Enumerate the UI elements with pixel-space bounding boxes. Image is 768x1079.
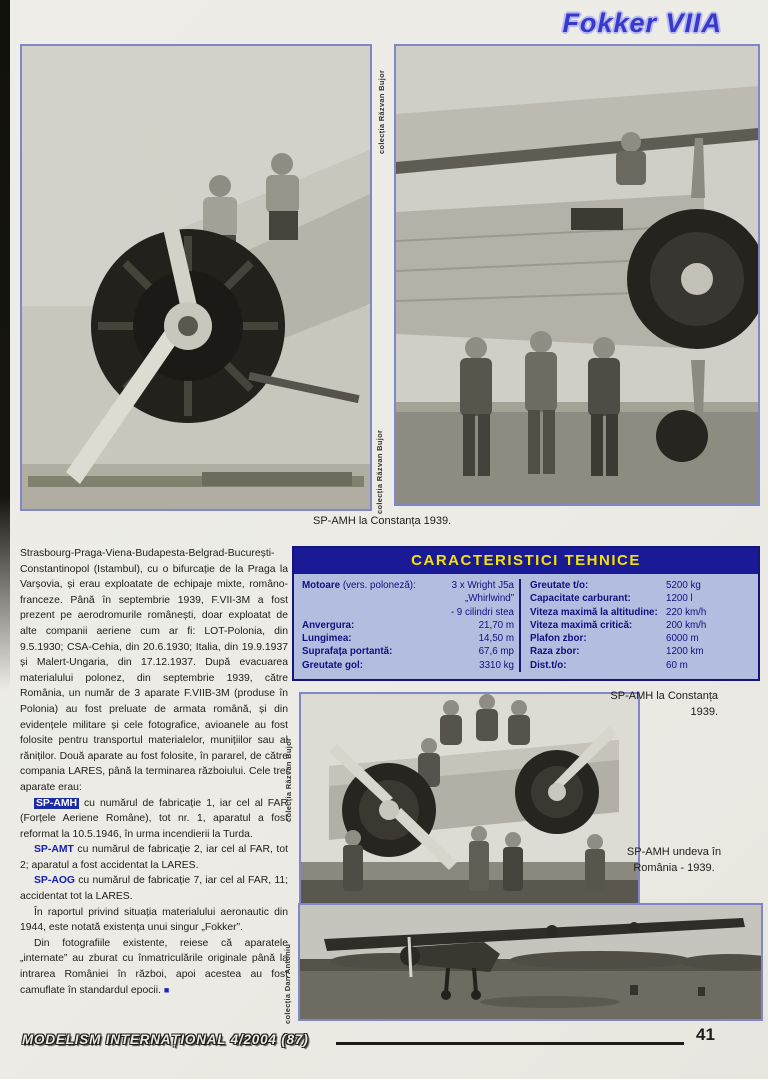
page-number: 41 <box>696 1025 715 1044</box>
spec-value: 67,6 mp <box>478 646 514 658</box>
photo-caption: SP-AMH la Constanța 1939. <box>313 515 452 527</box>
spec-row <box>530 645 752 658</box>
spec-row <box>302 632 514 645</box>
photo-credit: colecția Răzvan Bujor <box>377 69 386 154</box>
spec-label: Greutate gol: <box>302 659 363 671</box>
spec-value: 200 km/h <box>666 619 707 631</box>
spec-row <box>530 632 752 645</box>
specs-left-column <box>302 579 514 672</box>
photo-middle-illustration <box>301 694 638 904</box>
spec-row <box>302 645 514 658</box>
spec-value: 21,70 m <box>478 619 514 631</box>
registration-label: SP-AMT <box>34 844 74 856</box>
footer-divider <box>336 1042 684 1045</box>
spec-row <box>530 606 752 619</box>
end-mark: ■ <box>163 984 170 995</box>
spec-label: Viteza maximă critică: <box>530 619 633 631</box>
specs-right-column <box>524 579 752 672</box>
spec-label: Anvergura: <box>302 619 355 631</box>
spec-row <box>530 592 752 605</box>
photo-credit: colecția Răzvan Bujor <box>375 429 384 514</box>
photo-top-left-illustration <box>22 46 370 509</box>
entry-text: cu numărul de fabricație 2, iar cel al FAR, tot 2; aparatul a fost accidentat la LARES. <box>20 844 288 871</box>
spec-label: Dist.t/o: <box>530 659 567 671</box>
photo-bottom-illustration <box>300 905 761 1019</box>
spec-row <box>302 579 514 619</box>
photo-middle-crew <box>299 692 640 906</box>
aircraft-entry <box>20 796 288 843</box>
spec-label: Suprafața portantă: <box>302 646 393 658</box>
spec-label: Motoare (vers. poloneză): <box>302 580 416 591</box>
photo-caption: SP-AMH undeva în România - 1939. <box>626 846 722 874</box>
spec-label: Viteza maximă la altitudine: <box>530 606 658 618</box>
spec-value: 6000 m <box>666 633 699 645</box>
aircraft-entry <box>20 842 288 873</box>
aircraft-entry <box>20 873 288 904</box>
specs-column-divider <box>519 579 521 672</box>
page-edge-shadow <box>0 0 10 690</box>
spec-label: Capacitate carburant: <box>530 593 631 605</box>
spec-value: 60 m <box>666 659 688 671</box>
entry-text: cu numărul de fabricație 1, iar cel al FAR (Forțele Aeriene Române), tot nr. 1, aparatul a fost reformat la 10.5.1946, în urma incendierii la Turda. <box>20 797 288 840</box>
spec-label: Plafon zbor: <box>530 633 587 645</box>
photo-caption: SP-AMH la Constanța 1939. <box>610 690 718 718</box>
magazine-footer: MODELISM INTERNAȚIONAL 4/2004 (87) <box>22 1032 309 1047</box>
article-intro-paragraph: Strasbourg-Praga-Viena-Budapesta-Belgrad-București-Constantinopol (Istambul), cu o bifurcație de la Praga la Varșovia, și erau exploatate de echipaje mixte, româno-franceze. Până în septembrie 1939, F.VII-3M a fost prezent pe aerodromurile românești, doar exploatat de alte companii aeriene cum ar fi: LOT-Polonia, din 9.5.1930; CSA-Cehia, din 20.6.1930; Italia, din 19.9.1937 și Malert-Ungaria, din 17.12.1937. După evacuarea materialului polonez, din septembrie 1939, către România, un număr de 3 aparate F.VIIB-3M (produse în Polonia) au fost preluate de armata română, și din evidențele militare și cele fotografice, avioanele au fost folosite pentru transportul materialelor, munițiilor sau al răniților. Două aparate au fost folosite, în pararel, de către compania LARES, până la terminarea războiului. Cele trei aparate erau: <box>20 548 288 793</box>
specs-table-title: CARACTERISTICI TEHNICE <box>294 548 758 574</box>
closing-text: Din fotografiile existente, reiese că aparatele „internate” au zburat cu înmatriculările originale până la intrarea României în război, apoi acestea au fost camuflate în standardul epocii. <box>20 937 288 996</box>
spec-row <box>530 579 752 592</box>
spec-value: 1200 km <box>666 646 704 658</box>
photo-credit: colecția Dan Antoniu <box>283 943 292 1024</box>
registration-highlight: SP-AMH <box>36 797 77 809</box>
photo-top-left-engine <box>20 44 372 511</box>
spec-label: Greutate t/o: <box>530 580 589 591</box>
spec-label: Raza zbor: <box>530 646 580 658</box>
spec-value: 5200 kg <box>666 580 701 591</box>
specs-table <box>292 546 760 681</box>
spec-row <box>302 619 514 632</box>
entry-text: cu numărul de fabricație 7, iar cel al FAR, 11; accidentat tot la LARES. <box>20 875 288 903</box>
photo-top-right-illustration <box>396 46 758 504</box>
spec-row <box>530 659 752 672</box>
spec-value: 3310 kg <box>479 659 514 671</box>
spec-row <box>530 619 752 632</box>
photo-top-right-group <box>394 44 760 506</box>
spec-value: 220 km/h <box>666 606 707 618</box>
spec-label: Lungimea: <box>302 633 352 645</box>
spec-row <box>302 659 514 672</box>
article-closing-paragraph <box>20 936 288 998</box>
spec-value: 3 x Wright J5a „Whirlwind” - 9 cilindri stea <box>450 580 514 618</box>
specs-table-body <box>294 574 758 679</box>
spec-value: 1200 l <box>666 593 693 605</box>
article-text <box>20 546 288 998</box>
spec-value: 14,50 m <box>478 633 514 645</box>
photo-credit: colecția Răzvan Bujor <box>284 737 293 822</box>
page-title: Fokker VIIA <box>562 8 722 38</box>
photo-bottom-airfield <box>298 903 763 1021</box>
registration-label: SP-AOG <box>34 875 75 887</box>
article-report-paragraph: În raportul privind situația materialului aeronautic din 1944, este notată existența unui singur „Fokker”. <box>20 906 288 934</box>
